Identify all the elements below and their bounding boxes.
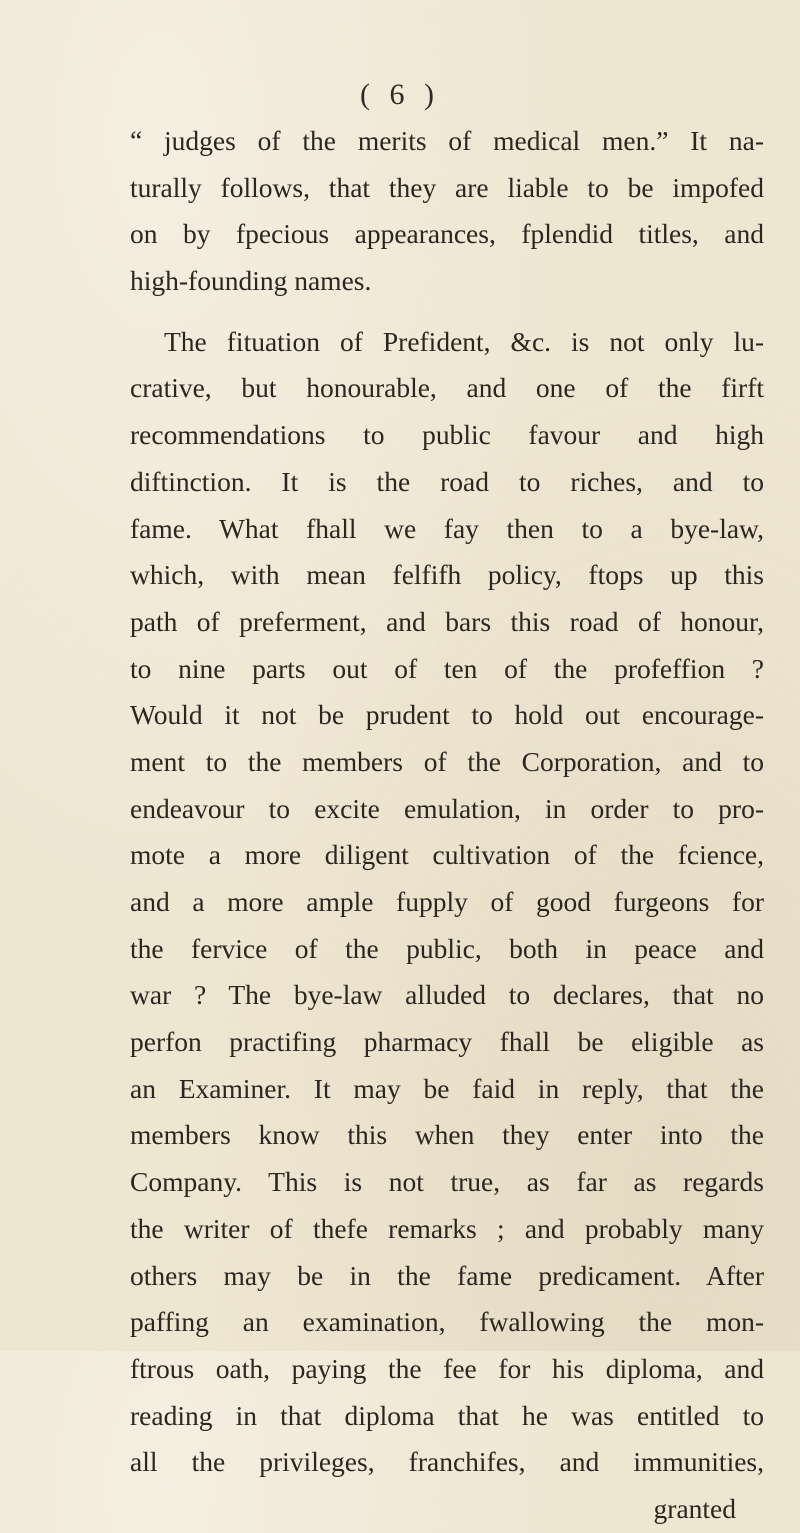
text-line: paffing an examination, fwallowing the mon- (130, 1306, 764, 1338)
text-line: Company. This is not true, as far as regards (130, 1166, 764, 1198)
text-line: members know this when they enter into the (130, 1119, 764, 1151)
catchword: granted (653, 1492, 736, 1524)
text-line: which, with mean felfifh policy, ftops up this (130, 559, 764, 591)
text-line: all the privileges, franchifes, and immunities, (130, 1446, 764, 1478)
text-line: endeavour to excite emulation, in order to pro- (130, 792, 764, 824)
text-line: mote a more diligent cultivation of the fcience, (130, 839, 764, 871)
text-line: recommendations to public favour and high (130, 419, 764, 451)
text-line: the fervice of the public, both in peace and (130, 932, 764, 964)
text-line: path of preferment, and bars this road of honour, (130, 605, 764, 637)
text-line: on by fpecious appearances, fplendid titles, and (130, 218, 764, 250)
text-line: reading in that diploma that he was entitled to (130, 1399, 764, 1431)
text-line: The fituation of Prefident, &c. is not only lu- (164, 325, 764, 357)
text-line: high-founding names. (130, 265, 372, 297)
text-line: ment to the members of the Corporation, and to (130, 745, 764, 777)
text-line: diftinction. It is the road to riches, and to (130, 465, 764, 497)
text-line: turally follows, that they are liable to be impofed (130, 171, 764, 203)
text-line: crative, but honourable, and one of the firft (130, 372, 764, 404)
text-line: “ judges of the merits of medical men.” It na- (130, 125, 764, 156)
paragraph-break (130, 305, 764, 319)
text-line: an Examiner. It may be faid in reply, that the (130, 1072, 764, 1104)
text-line: fame. What fhall we fay then to a bye-law, (130, 512, 764, 544)
text-line: Would it not be prudent to hold out encourage- (130, 699, 764, 731)
text-line: perfon practifing pharmacy fhall be eligible as (130, 1026, 764, 1058)
text-line: others may be in the fame predicament. After (130, 1259, 764, 1291)
body-text (130, 118, 764, 1533)
text-line: and a more ample fupply of good furgeons for (130, 886, 764, 917)
text-line: war ? The bye-law alluded to declares, that no (130, 979, 764, 1011)
page-number: ( 6 ) (360, 78, 440, 111)
text-line: ftrous oath, paying the fee for his diploma, and (130, 1352, 764, 1384)
text-line: the writer of thefe remarks ; and probably many (130, 1212, 764, 1244)
text-line: to nine parts out of ten of the profeffion ? (130, 652, 764, 684)
